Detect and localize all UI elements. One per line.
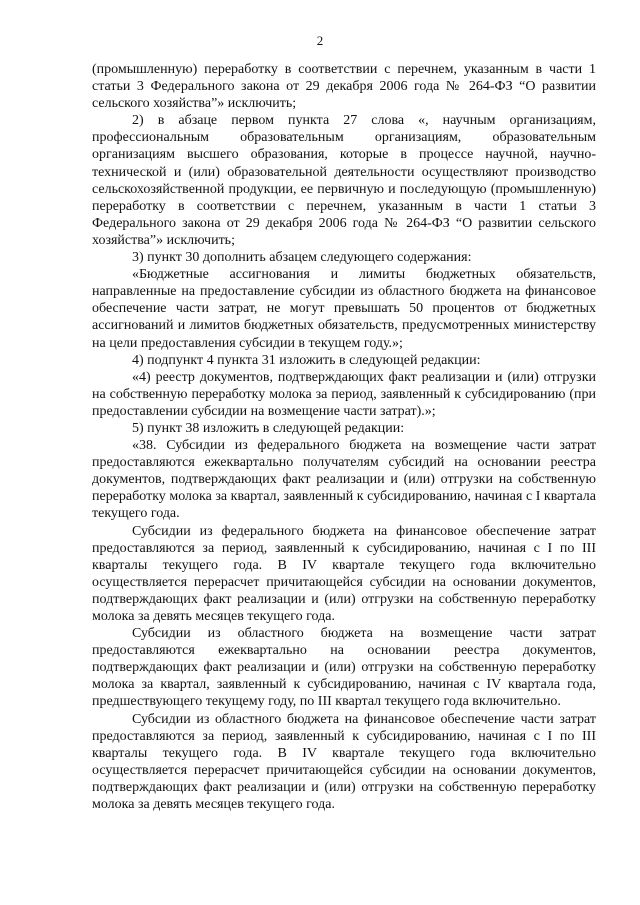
paragraph: 3) пункт 30 дополнить абзацем следующего содержания: bbox=[132, 250, 472, 266]
paragraph: 2) в абзаце первом пункта 27 слова «, научным организациям, профессиональным образовательным организациям, образовательным организациям высшего образования, которые в процессе научной, научно-технической и (или) образовательной деятельности осуществляют производство сельскохозяйственной продукции, ее первичную и последующую (промышленную) переработку в соответствии с перечнем, указанным в части 1 статьи 3 Федерального закона от 29 декабря 2006 года № 264-ФЗ “О развитии сельского хозяйства”» исключить; bbox=[92, 113, 596, 248]
paragraph: 4) подпункт 4 пункта 31 изложить в следующей редакции: bbox=[132, 352, 481, 368]
paragraph: «4) реестр документов, подтверждающих факт реализации и (или) отгрузки на собственную переработку молока за период, заявленный к субсидированию (при предоставлении субсидии на возмещение части затрат).»; bbox=[92, 369, 596, 419]
paragraph: 5) пункт 38 изложить в следующей редакции: bbox=[132, 420, 405, 436]
paragraph: (промышленную) переработку в соответствии с перечнем, указанным в части 1 статьи 3 Федерального закона от 29 декабря 2006 года № 264-ФЗ “О развитии сельского хозяйства”» исключить; bbox=[92, 62, 596, 112]
page-number: 2 bbox=[316, 33, 324, 48]
paragraph: «Бюджетные ассигнования и лимиты бюджетных обязательств, направленные на предоставление субсидии из областного бюджета на финансовое обеспечение части затрат, не могут превышать 50 процентов от бюджетных ассигнований и лимитов бюджетных обязательств, предусмотренных министерству на цели предоставления субсидии в текущем году.»; bbox=[92, 267, 596, 351]
document-body bbox=[92, 61, 596, 813]
paragraph: Субсидии из областного бюджета на возмещение части затрат предоставляются ежеквартально на основании реестра документов, подтверждающих факт реализации и (или) отгрузки на собственную переработку молока за квартал, заявленный к субсидированию, начиная с IV квартала года, предшествующего текущему году, по III квартал текущего года включительно. bbox=[92, 626, 596, 710]
paragraph: Субсидии из федерального бюджета на финансовое обеспечение затрат предоставляются за период, заявленный к субсидированию, начиная с I по III кварталы текущего года. В IV квартале текущего года включительно осуществляется перерасчет причитающейся субсидии на основании документов, подтверждающих факт реализации и (или) отгрузки на собственную переработку молока за девять месяцев текущего года. bbox=[92, 523, 596, 624]
paragraph: «38. Субсидии из федерального бюджета на возмещение части затрат предоставляются ежеквартально получателям субсидий на основании реестра документов, подтверждающих факт реализации и (или) отгрузки на собственную переработку молока за квартал, заявленный к субсидированию, начиная с I квартала текущего года. bbox=[92, 438, 596, 522]
paragraph: Субсидии из областного бюджета на финансовое обеспечение части затрат предоставляются за период, заявленный к субсидированию, начиная с I по III кварталы текущего года. В IV квартале текущего года включительно осуществляется перерасчет причитающейся субсидии на основании документов, подтверждающих факт реализации и (или) отгрузки на собственную переработку молока за девять месяцев текущего года. bbox=[92, 711, 596, 813]
